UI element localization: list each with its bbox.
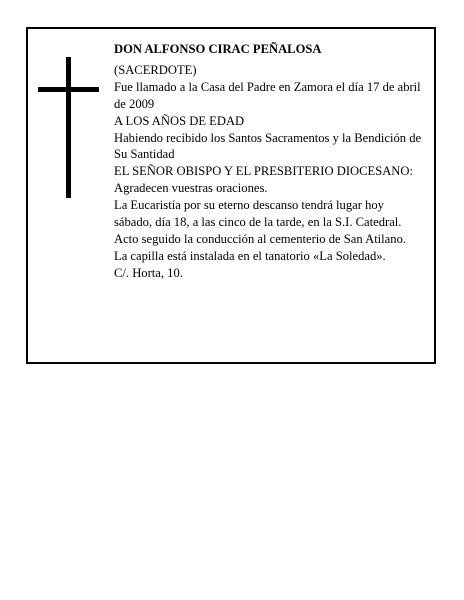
deceased-title: (SACERDOTE) [114, 62, 197, 77]
mourners-line: EL SEÑOR OBISPO Y EL PRESBITERIO DIOCESANO: [114, 164, 413, 179]
death-announcement: Fue llamado a la Casa del Padre en Zamora el día 17 de abril de 2009 [114, 79, 421, 111]
cross-vertical-bar [66, 57, 71, 198]
age-line: A LOS AÑOS DE EDAD [114, 113, 245, 128]
notice-text [114, 41, 424, 282]
obituary-notice [26, 27, 436, 364]
thanks-line: Agradecen vuestras oraciones. [114, 181, 268, 196]
sacraments-line: Habiendo recibido los Santos Sacramentos y la Bendición de Su Santidad [114, 130, 422, 162]
cross-horizontal-bar [38, 87, 99, 92]
mass-details: La Eucaristía por su eterno descanso tendrá lugar hoy sábado, día 18, a las cinco de la tarde, en la S.I. Catedral. Acto seguido la conducción al cementerio de San Atilano. [114, 198, 407, 246]
address-line: C/. Horta, 10. [114, 265, 183, 280]
deceased-name: DON ALFONSO CIRAC PEÑALOSA [114, 42, 322, 56]
chapel-line: La capilla está instalada en el tanatorio «La Soledad». [114, 248, 386, 263]
